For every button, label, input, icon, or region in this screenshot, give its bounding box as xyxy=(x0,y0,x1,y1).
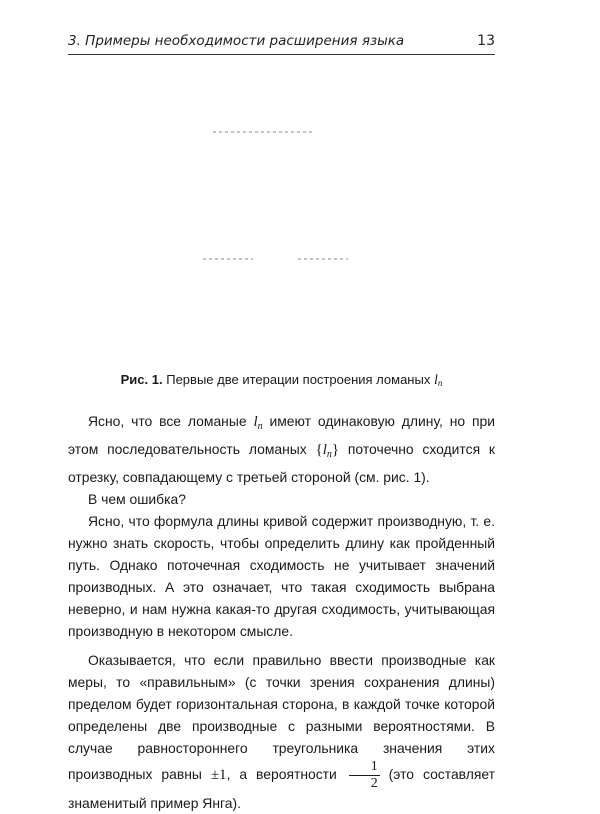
p1-text-2: имеют одинаковую длину, но при этом последовательность ломаных xyxy=(68,413,496,457)
p4-text-3: (это составляет знаменитый пример Янга). xyxy=(68,766,495,811)
p4-text-1: Оказывается, что если правильно ввести производные как меры, то «правильным» (с точки зрения сохранения длины) пределом будет горизонтальная сторона, в каждой точке которой определены две производные с разными вероятностями. В случае равностороннего треугольника значения этих производных равны xyxy=(68,652,495,783)
running-header xyxy=(68,33,495,49)
header-rule xyxy=(68,54,495,55)
page-number: 13 xyxy=(477,33,495,49)
p4-text-2: , а вероятности xyxy=(226,766,346,783)
caption-label: Рис. 1. xyxy=(120,372,163,387)
paragraph-2: В чем ошибка? xyxy=(88,491,186,507)
p4-fraction xyxy=(349,759,380,792)
p1-text-3: поточечно сходится к отрезку, совпадающему с третьей стороной (см. рис. 1). xyxy=(68,441,495,485)
caption-variable: l xyxy=(433,373,438,388)
caption-text: Первые две итерации построения ломаных xyxy=(166,372,431,387)
p1-brace-open: { xyxy=(315,442,323,458)
figure xyxy=(68,60,495,360)
fraction-numerator: 1 xyxy=(349,759,380,776)
p1-text-1: Ясно, что все ломаные xyxy=(88,413,254,429)
figure-graphic xyxy=(68,60,495,360)
paragraph-4 xyxy=(68,649,495,814)
paragraph-1 xyxy=(68,410,495,488)
fraction-denominator: 2 xyxy=(370,776,378,791)
p1-var: l xyxy=(253,414,258,430)
figure-caption xyxy=(68,372,495,389)
caption-subscript: n xyxy=(437,378,443,388)
body-text xyxy=(68,410,495,814)
chapter-title: 3. Примеры необходимости расширения языка xyxy=(68,33,405,49)
p1-brace-close: } xyxy=(331,442,340,458)
p1-var-2: l xyxy=(322,442,327,458)
paragraph-3: Ясно, что формула длины кривой содержит производную, т. е. нужно знать скорость, чтобы определить длину как пройденный путь. Однако поточечная сходимость не учитывает значений производных. А это означает, что такая сходимость выбрана неверно, и нам нужна какая-то другая сходимость, учитывающая производную в некотором смысле. xyxy=(68,513,495,639)
p4-plusminus: ±1 xyxy=(210,767,227,784)
p1-sub: n xyxy=(257,421,263,432)
p1-sub-2: n xyxy=(326,449,332,460)
